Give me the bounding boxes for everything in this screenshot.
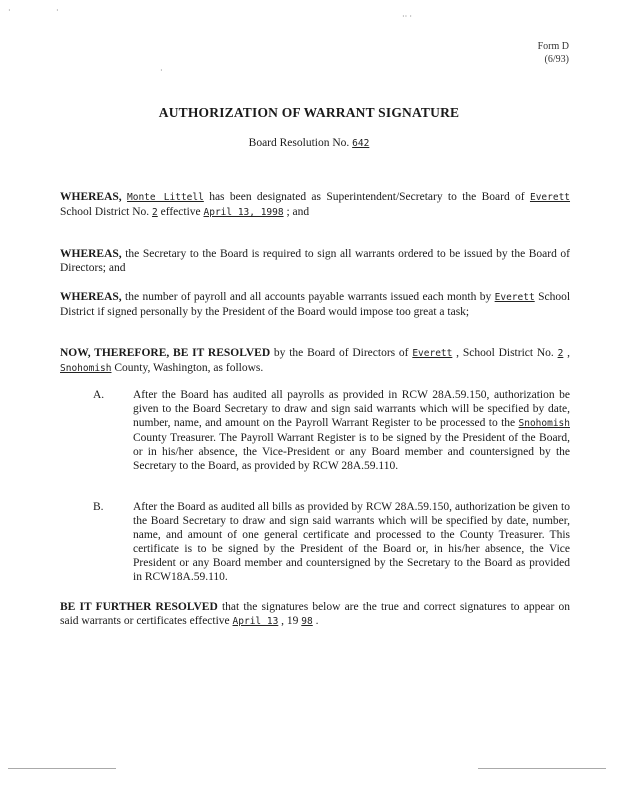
footer-rule-left	[8, 768, 116, 769]
scan-mark-top-left: ·	[8, 6, 11, 15]
whereas-paragraph-2	[60, 247, 570, 275]
board-resolution-line	[0, 137, 618, 149]
effective-month-day: April 13	[232, 616, 279, 627]
board-district-name: Everett	[529, 192, 571, 203]
form-date: (6/93)	[544, 54, 569, 65]
further-resolved-paragraph	[60, 600, 570, 629]
item-b-letter: B.	[93, 501, 104, 513]
item-a-letter: A.	[93, 389, 105, 401]
p1-text-b: School District No.	[60, 206, 152, 218]
p3-text-b: School District if signed personally by the President of the Board would impose too great a task;	[60, 291, 571, 318]
p5-text-b: , 19	[281, 615, 299, 627]
item-a-text-b: County Treasurer. The Payroll Warrant Register is to be signed by the President of the Board, or in his/her absence, the Vice-President or any Board member and countersigned by the Secretary to the Board, as provided by RCW 28A.59.110.	[133, 432, 570, 472]
county-name-p4: Snohomish	[60, 363, 112, 374]
item-b-text: After the Board as audited all bills as provided by RCW 28A.59.150, authorization be given to the Board Secretary to draw and sign said warrants which will be specified by date, number, name, and amount of one general certificate and processed to the County Treasurer. This certificate is to be signed by the President of the Board or, in his/her absence, the Vice President or any Board member and countersigned by the Secretary to the Board as provided in RCW18A.59.110.	[133, 501, 570, 583]
whereas-keyword-3: WHEREAS,	[60, 291, 122, 303]
p5-text-a: that the signatures below are the true and correct signatures to appear on said warrants or certificates effective	[60, 601, 571, 627]
footer-rule-right	[478, 768, 606, 769]
effective-year: 98	[301, 616, 313, 627]
further-resolved-keyword: BE IT FURTHER RESOLVED	[60, 601, 218, 613]
district-name-p4: Everett	[412, 348, 453, 359]
p2-text: the Secretary to the Board is required to sign all warrants ordered to be issued by the Board of Directors; and	[60, 248, 570, 274]
scan-mark-top: ·	[56, 6, 59, 15]
p4-text-c: ,	[567, 347, 570, 359]
whereas-paragraph-3	[60, 290, 570, 319]
district-number-p4: 2	[557, 348, 564, 359]
now-therefore-keyword: NOW, THEREFORE, BE IT RESOLVED	[60, 347, 271, 359]
county-name-a: Snohomish	[518, 418, 570, 429]
p4-text-d: County, Washington, as follows.	[114, 362, 264, 374]
p4-text-a: by the Board of Directors of	[273, 347, 413, 359]
item-a-text-a: After the Board has audited all payrolls as provided in RCW 28A.59.150, authorization be given to the Board Secretary to draw and sign said warrants which will be specified by date, number, name, and amount on the Payroll Warrant Register to be processed to the	[133, 389, 570, 429]
form-number: Form D	[537, 41, 569, 52]
p1-text-c: effective	[160, 206, 204, 218]
school-district-number: 2	[152, 207, 158, 218]
item-a-text	[133, 388, 570, 473]
p5-text-c: .	[315, 615, 319, 627]
scan-mark-header: ·· ·	[402, 12, 412, 21]
district-name-p3: Everett	[494, 292, 535, 303]
whereas-keyword: WHEREAS,	[60, 191, 122, 203]
now-therefore-paragraph	[60, 346, 570, 376]
effective-date: April 13, 1998	[203, 207, 284, 218]
resolution-number: 642	[352, 138, 370, 149]
secretary-name: Monte Littell	[127, 192, 204, 203]
document-title: AUTHORIZATION OF WARRANT SIGNATURE	[158, 105, 460, 120]
form-identifier	[538, 40, 569, 66]
p3-text-a: the number of payroll and all accounts payable warrants issued each month by	[125, 291, 495, 303]
resolution-label: Board Resolution No.	[248, 137, 350, 149]
whereas-keyword-2: WHEREAS,	[60, 248, 122, 260]
p1-text-a: has been designated as Superintendent/Secretary to the Board of	[209, 191, 530, 203]
p1-text-d: ; and	[286, 206, 310, 218]
p4-text-b: , School District No.	[456, 347, 558, 359]
whereas-paragraph-1	[60, 190, 570, 220]
scan-mark-dot: ·	[160, 66, 163, 75]
